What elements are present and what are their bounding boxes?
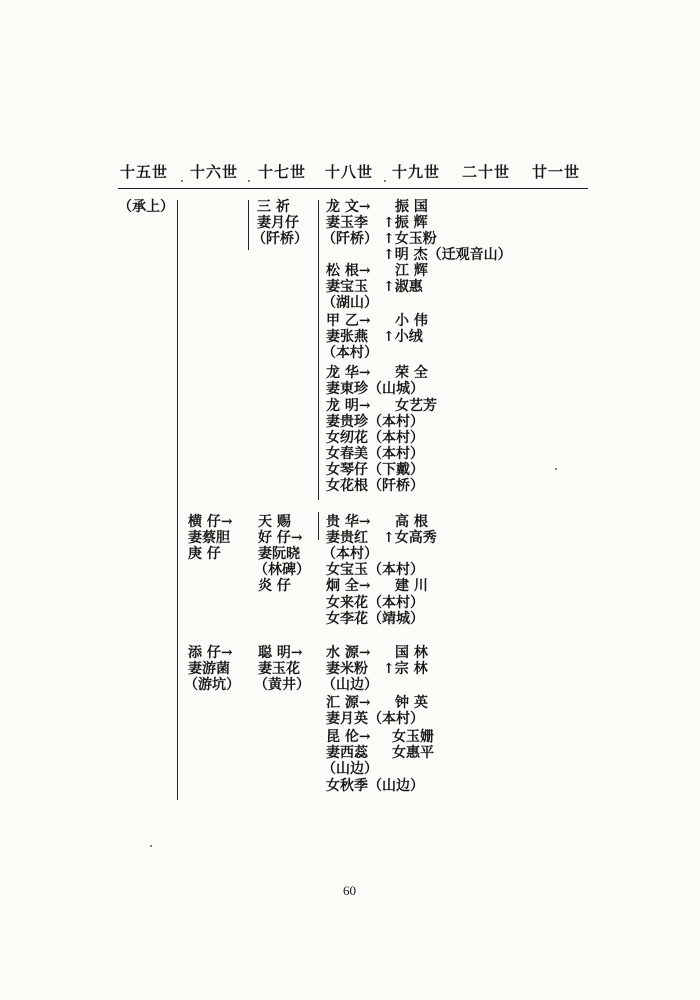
header-dot — [181, 180, 183, 182]
header-dot — [384, 180, 386, 182]
g1-col18-line: 女琴仔（下戴） — [326, 462, 424, 478]
g3-col18-line: （山边） — [322, 761, 378, 777]
header-dot — [248, 180, 250, 182]
tree-line-17-a — [248, 200, 249, 250]
g2-col18-line: 女宝玉（本村） — [326, 562, 424, 578]
g1-col18-line: 龙 文→ — [326, 199, 371, 215]
g2-col18-line: 贵 华→ — [326, 514, 371, 530]
g3-col18-line: 妻米粉 — [326, 661, 368, 677]
g1-col18-line: 女花根（阡桥） — [326, 478, 424, 494]
g1-col19-line: ↑小绒 — [383, 329, 423, 345]
g1-col18-line: 女春美（本村） — [326, 446, 424, 462]
header-gen-21: 廿一世 — [532, 163, 581, 181]
header-gen-17: 十七世 — [258, 163, 307, 181]
g1-col19-line: ↑振 辉 — [383, 215, 428, 231]
g3-col18-line: 汇 源→ — [326, 695, 371, 711]
g3-col18-line: 妻月英（本村） — [326, 711, 424, 727]
g1-col18-line: 妻東珍（山城） — [326, 381, 424, 397]
g2-col17-line: 炎 仔 — [258, 578, 291, 594]
g3-col19-line: 国 林 — [395, 645, 428, 661]
g1-col17-line: 三 祈 — [257, 199, 290, 215]
tree-line-18-a — [318, 200, 319, 500]
tree-line-16 — [177, 200, 178, 800]
g1-col18-line: 龙 华→ — [326, 365, 371, 381]
g2-col18-line: 妻贵红 — [326, 530, 368, 546]
header-gen-16: 十六世 — [190, 163, 239, 181]
header-rule — [118, 188, 588, 189]
g1-col18-line: 甲 乙→ — [326, 313, 371, 329]
g2-col16-line: 横 仔→ — [188, 514, 233, 530]
g2-col19-line: ↑女高秀 — [383, 530, 437, 546]
g2-col18-line: （本村） — [322, 546, 378, 562]
g3-col16-line: （游坑） — [184, 677, 240, 693]
g3-col19-line: 女玉姗 — [392, 729, 434, 745]
g1-col18-line: 妻宝玉 — [326, 279, 368, 295]
g1-col19-line: 女艺芳 — [395, 398, 437, 414]
g3-col18-line: 昆 伦→ — [326, 729, 371, 745]
g3-col19-line: ↑宗 林 — [383, 661, 428, 677]
g3-col18-line: （山边） — [322, 677, 378, 693]
g1-col18-line: （湖山） — [322, 295, 378, 311]
g2-col17-line: 天 赐 — [258, 514, 291, 530]
g2-col18-line: 女李花（靖城） — [326, 611, 424, 627]
g1-col19-line: ↑女玉粉 — [383, 231, 437, 247]
g3-col18-line: 女秋季（山边） — [326, 778, 424, 794]
g3-col18-line: 妻西蕊 — [326, 745, 368, 761]
g2-col17-line: 好 仔→ — [258, 530, 303, 546]
g1-col17-line: （阡桥） — [252, 231, 308, 247]
g1-col19-line: ↑淑惠 — [383, 279, 423, 295]
g2-col17-line: 妻阮晓 — [258, 546, 300, 562]
g1-col18-line: 龙 明→ — [326, 398, 371, 414]
g1-col18-line: （本村） — [322, 345, 378, 361]
g1-col18-line: 女纫花（本村） — [326, 430, 424, 446]
page-number: 60 — [343, 883, 356, 898]
g1-col18-line: 松 根→ — [326, 263, 371, 279]
header-gen-20: 二十世 — [462, 163, 511, 181]
g3-col19-line: 钟 英 — [395, 695, 428, 711]
g1-col19-line: 荣 全 — [395, 365, 428, 381]
scan-speck — [555, 468, 557, 470]
g1-col18-line: 妻张燕 — [326, 329, 368, 345]
g3-col16-line: 添 仔→ — [188, 645, 233, 661]
header-gen-19: 十九世 — [392, 163, 441, 181]
g3-col17-line: 聪 明→ — [258, 645, 303, 661]
g1-col18-line: （阡桥） — [322, 231, 378, 247]
g2-col16-line: 妻蔡胆 — [188, 530, 230, 546]
g1-col19-line: 小 伟 — [395, 313, 428, 329]
g3-col17-line: 妻玉花 — [258, 661, 300, 677]
header-gen-15: 十五世 — [120, 163, 169, 181]
g2-col18-line: 女来花（本村） — [326, 595, 424, 611]
g2-col17-line: （林碑） — [254, 562, 310, 578]
g3-col17-line: （黄井） — [254, 677, 310, 693]
g1-col18-line: 妻贵珍（本村） — [326, 414, 424, 430]
g3-col19-line: 女惠平 — [392, 745, 434, 761]
g3-col18-line: 水 源→ — [326, 645, 371, 661]
g3-col16-line: 妻游菌 — [188, 661, 230, 677]
continued-label: （承上） — [118, 199, 174, 215]
g1-col19-line: ↑明 杰（迁观音山） — [383, 247, 512, 263]
g2-col19-line: 高 根 — [395, 514, 428, 530]
g2-col18-line: 炯 全→ — [326, 578, 371, 594]
g2-col16-line: 庚 仔 — [188, 546, 221, 562]
tree-line-18-b — [318, 512, 319, 540]
g1-col19-line: 振 国 — [395, 199, 428, 215]
g2-col19-line: 建 川 — [395, 578, 428, 594]
scan-speck — [150, 845, 152, 847]
g1-col17-line: 妻月仔 — [257, 215, 299, 231]
g1-col19-line: 江 辉 — [395, 263, 428, 279]
g1-col18-line: 妻玉李 — [326, 215, 368, 231]
header-gen-18: 十八世 — [325, 163, 374, 181]
